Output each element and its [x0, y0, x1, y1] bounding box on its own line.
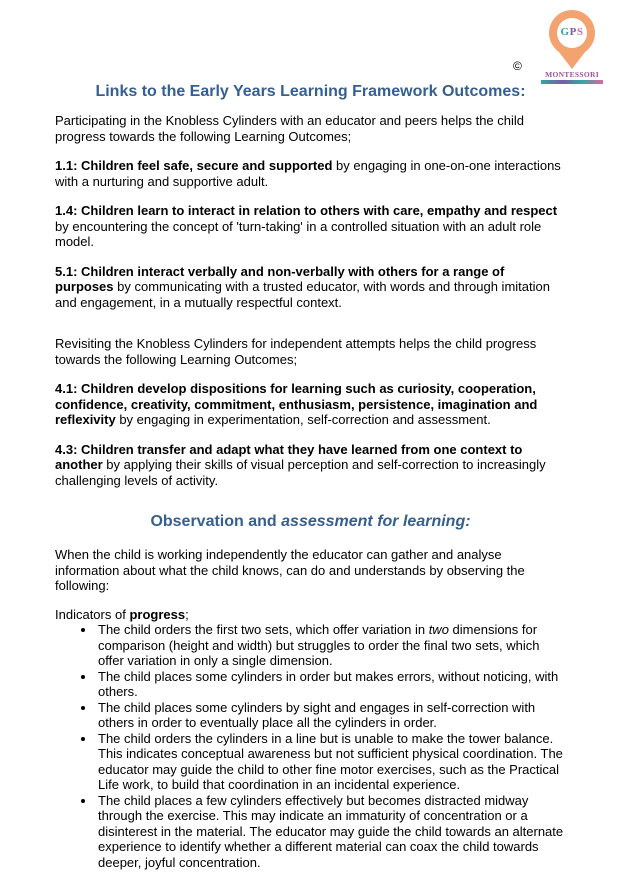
- outcome-paragraph-1-4: [55, 203, 566, 250]
- revisit-paragraph: Revisiting the Knobless Cylinders for independent attempts helps the child progress towards the following Learning Outcomes;: [55, 336, 537, 367]
- logo-letter-s: S: [576, 26, 584, 39]
- page-title: Links to the Early Years Learning Framework Outcomes:: [95, 83, 526, 100]
- bullet-text: The child orders the cylinders in a line but is unable to make the tower balance. This indicates conceptual awareness but not sufficient physical coordination. The educator may guide the child to other fine motor exercises, such as the Practical Life work, to build that coordination in an incidental experience.: [98, 730, 563, 792]
- intro-paragraph: Participating in the Knobless Cylinders with an educator and peers helps the child progress towards the following Learning Outcomes;: [55, 113, 524, 144]
- progress-indicator-list: [55, 622, 566, 870]
- indicators-label: [55, 607, 566, 623]
- indicators-bold: progress: [129, 606, 186, 622]
- logo-letter-p: P: [569, 26, 577, 39]
- bullet-text: The child places a few cylinders effectively but becomes distracted midway through the exercise. This may indicate an immaturity of concentration or a disinterest in the material. The educator may guide the child towards an alternate experience to identify whether a different material can coax the child towards deeper, joyful concentration.: [98, 792, 564, 870]
- outcome-4-1-bold: 4.1: Children develop dispositions for learning such as curiosity, cooperation, confidence, creativity, commitment, enthusiasm, persistence, imagination and reflexivity: [55, 381, 538, 427]
- list-item: [96, 731, 566, 793]
- logo-gps-text: [557, 18, 587, 48]
- observation-paragraph: When the child is working independently the educator can gather and analyse information about what the child knows, can do and understands by observing the following:: [55, 547, 525, 593]
- logo-brand-name: MONTESSORI: [545, 70, 599, 79]
- outcome-paragraph-4-3: [55, 442, 566, 489]
- section-title-normal: Observation and: [150, 513, 282, 530]
- outcome-1-1-rest: by engaging in one-on-one interactions with a nurturing and supportive adult.: [55, 158, 561, 189]
- outcome-paragraph-1-1: [55, 158, 566, 189]
- map-pin-ring: [549, 10, 595, 56]
- section-title-observation: [55, 512, 566, 531]
- gps-montessori-logo: [513, 10, 607, 84]
- bullet-text: The child places some cylinders in order but makes errors, without noticing, with others.: [98, 668, 559, 699]
- list-item: [96, 622, 566, 669]
- bullet-text-italic: two: [428, 622, 449, 637]
- list-item: [96, 793, 566, 871]
- outcome-1-1-bold: 1.1: Children feel safe, secure and supported: [55, 158, 333, 173]
- outcome-1-4-rest: by encountering the concept of 'turn-taking' in a controlled situation with an adult role model.: [55, 218, 542, 249]
- outcome-paragraph-4-1: [55, 381, 566, 428]
- list-item: [96, 669, 566, 700]
- outcome-4-3-rest: by applying their skills of visual perception and self-correction to increasingly challenging levels of activity.: [55, 457, 546, 488]
- bullet-text: The child orders the first two sets, which offer variation in: [98, 622, 429, 637]
- bullet-text: The child places some cylinders by sight and engages in self-correction with others in order to eventually place all the cylinders in order.: [98, 699, 536, 730]
- logo-letter-g: G: [560, 26, 570, 39]
- logo-tagline-strip: [541, 80, 603, 84]
- outcome-4-1-rest: by engaging in experimentation, self-correction and assessment.: [115, 412, 491, 427]
- list-item: [96, 700, 566, 731]
- copyright-symbol: ©: [513, 59, 522, 73]
- outcome-5-1-rest: by communicating with a trusted educator, with words and through imitation and engagement, in a mutually respectful context.: [55, 279, 550, 310]
- indicators-suffix: ;: [185, 606, 189, 622]
- bullet-text: dimensions for comparison (height and width) but struggles to order the final two sets, which offer variation in only a single dimension.: [98, 622, 540, 668]
- outcome-5-1-bold: 5.1: Children interact verbally and non-verbally with others for a range of purposes: [55, 263, 505, 294]
- section-title-italic: assessment for learning:: [281, 513, 471, 530]
- outcome-4-3-bold: 4.3: Children transfer and adapt what they have learned from one context to another: [55, 441, 523, 472]
- indicators-prefix: Indicators of: [55, 606, 130, 622]
- outcome-paragraph-5-1: [55, 264, 566, 311]
- outcome-1-4-bold: 1.4: Children learn to interact in relation to others with care, empathy and respect: [55, 203, 558, 218]
- map-pin-icon: [549, 10, 595, 69]
